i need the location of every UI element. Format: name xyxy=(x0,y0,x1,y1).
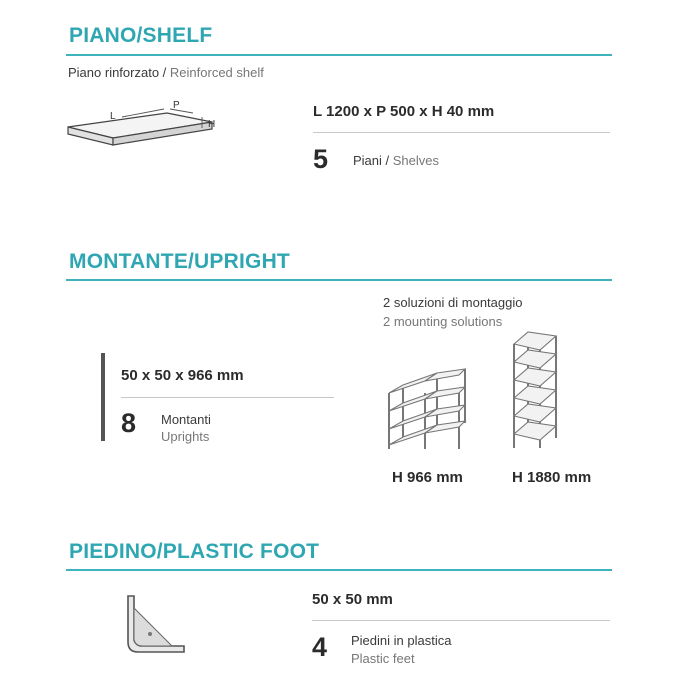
shelf-count-label xyxy=(353,153,439,168)
upright-count-en: Uprights xyxy=(161,429,210,444)
shelf-count: 5 xyxy=(313,144,329,174)
shelf-subtitle-sep: / xyxy=(159,65,170,80)
upright-profile-bar xyxy=(101,353,105,441)
upright-count: 8 xyxy=(121,408,137,438)
shelf-diagram-label-h: H xyxy=(208,119,216,130)
option-tall-height: H 1880 mm xyxy=(512,469,592,486)
upright-dimensions: 50 x 50 x 966 mm xyxy=(121,367,244,384)
upright-section-title: MONTANTE/UPRIGHT xyxy=(69,250,290,273)
upright-solutions-en: 2 mounting solutions xyxy=(383,314,503,329)
shelf-count-sep: / xyxy=(381,153,393,168)
tall-shelving-icon xyxy=(510,328,560,450)
shelf-subtitle-en: Reinforced shelf xyxy=(169,65,264,80)
shelf-subtitle-it: Piano rinforzato xyxy=(68,65,160,80)
foot-count-en: Plastic feet xyxy=(351,651,415,666)
shelf-section-title: PIANO/SHELF xyxy=(69,24,213,47)
upright-title-rule xyxy=(66,279,612,281)
shelf-diagram-icon xyxy=(60,95,225,160)
plastic-foot-icon xyxy=(120,590,192,658)
foot-dimensions: 50 x 50 mm xyxy=(312,591,393,608)
shelf-dimensions: L 1200 x P 500 x H 40 mm xyxy=(313,103,495,120)
upright-solutions-it: 2 soluzioni di montaggio xyxy=(383,295,523,310)
upright-count-it: Montanti xyxy=(161,412,211,427)
shelf-diagram-label-l: L xyxy=(110,111,116,122)
foot-count: 4 xyxy=(312,632,328,662)
shelf-diagram-label-p: P xyxy=(173,100,180,111)
foot-title-rule xyxy=(66,569,612,571)
upright-divider xyxy=(121,397,334,398)
option-short-height: H 966 mm xyxy=(392,469,463,486)
foot-count-it: Piedini in plastica xyxy=(351,633,452,648)
shelf-count-it: Piani xyxy=(353,153,382,168)
shelf-divider xyxy=(313,132,610,133)
shelf-subtitle xyxy=(68,65,264,80)
shelf-title-rule xyxy=(66,54,612,56)
short-shelving-icon xyxy=(385,365,467,451)
foot-section-title: PIEDINO/PLASTIC FOOT xyxy=(69,540,320,563)
shelf-count-en: Shelves xyxy=(392,153,440,168)
foot-divider xyxy=(312,620,610,621)
